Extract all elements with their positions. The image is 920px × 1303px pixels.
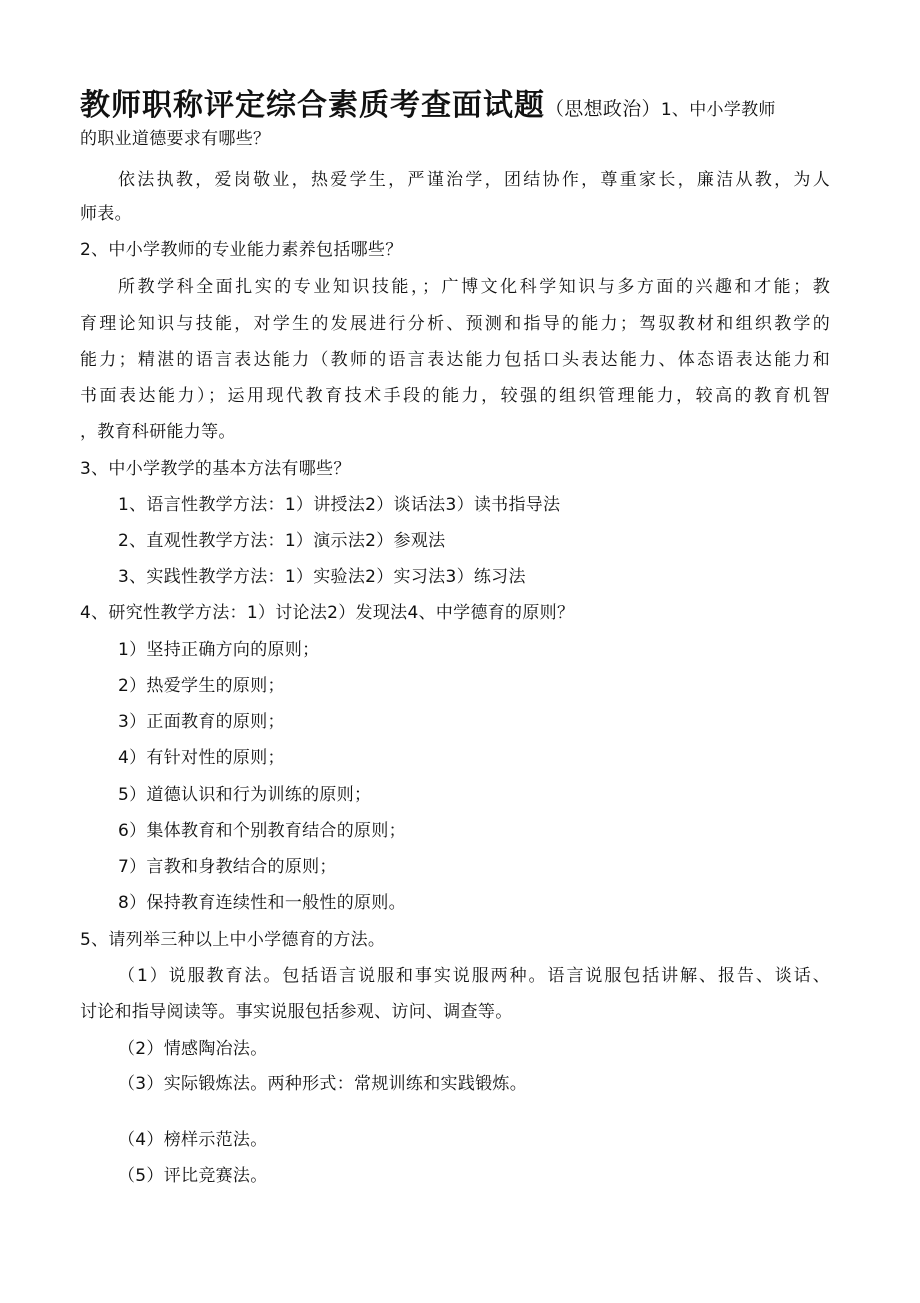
- method-3: （3）实际锻炼法。两种形式：常规训练和实践锻炼。: [118, 1074, 528, 1094]
- principle-2: 2）热爱学生的原则；: [118, 676, 285, 696]
- answer-2-line-1: 所教学科全面扎实的专业知识技能，；广博文化科学知识与多方面的兴趣和才能；教: [118, 277, 830, 297]
- method-5: （5）评比竞赛法。: [118, 1166, 268, 1186]
- principle-6: 6）集体教育和个别教育结合的原则；: [118, 821, 406, 841]
- answer-3-item-1: 1、语言性教学方法：1）讲授法2）谈话法3）读书指导法: [118, 495, 561, 515]
- answer-2-line-2: 育理论知识与技能，对学生的发展进行分析、预测和指导的能力；驾驭教材和组织教学的: [80, 314, 830, 334]
- method-2: （2）情感陶冶法。: [118, 1039, 268, 1059]
- answer-2-line-4: 书面表达能力）；运用现代教育技术手段的能力，较强的组织管理能力，较高的教育机智: [80, 386, 830, 406]
- question-3: 3、中小学教学的基本方法有哪些？: [80, 459, 351, 479]
- principle-4: 4）有针对性的原则；: [118, 748, 285, 768]
- question-2: 2、中小学教师的专业能力素养包括哪些？: [80, 240, 403, 260]
- question-1-start: 1、中小学教师: [660, 100, 776, 120]
- principle-3: 3）正面教育的原则；: [118, 712, 285, 732]
- question-1-end: 的职业道德要求有哪些？: [80, 129, 271, 149]
- document-subtitle: （思想政治）: [545, 98, 661, 120]
- principle-5: 5）道德认识和行为训练的原则；: [118, 785, 372, 805]
- answer-1-line-1: 依法执教，爱岗敬业，热爱学生，严谨治学，团结协作，尊重家长，廉洁从教，为人: [118, 170, 830, 190]
- question-5: 5、请列举三种以上中小学德育的方法。: [80, 930, 386, 950]
- principle-7: 7）言教和身教结合的原则；: [118, 857, 337, 877]
- answer-3-item-4-and-question-4: 4、研究性教学方法：1）讨论法2）发现法4、中学德育的原则？: [80, 603, 575, 623]
- document-title-line: [80, 86, 840, 126]
- answer-1-line-2: 师表。: [80, 204, 132, 224]
- answer-2-line-5: ，教育科研能力等。: [80, 422, 236, 442]
- answer-2-line-3: 能力；精湛的语言表达能力（教师的语言表达能力包括口头表达能力、体态语表达能力和: [80, 350, 830, 370]
- answer-3-item-2: 2、直观性教学方法：1）演示法2）参观法: [118, 531, 446, 551]
- method-4: （4）榜样示范法。: [118, 1130, 268, 1150]
- method-1-line-1: （1）说服教育法。包括语言说服和事实说服两种。语言说服包括讲解、报告、谈话、: [118, 966, 830, 986]
- principle-8: 8）保持教育连续性和一般性的原则。: [118, 893, 406, 913]
- principle-1: 1）坚持正确方向的原则；: [118, 640, 320, 660]
- answer-3-item-3: 3、实践性教学方法：1）实验法2）实习法3）练习法: [118, 567, 526, 587]
- method-1-line-2: 讨论和指导阅读等。事实说服包括参观、访问、调查等。: [80, 1002, 513, 1022]
- document-title: 教师职称评定综合素质考查面试题: [80, 88, 545, 123]
